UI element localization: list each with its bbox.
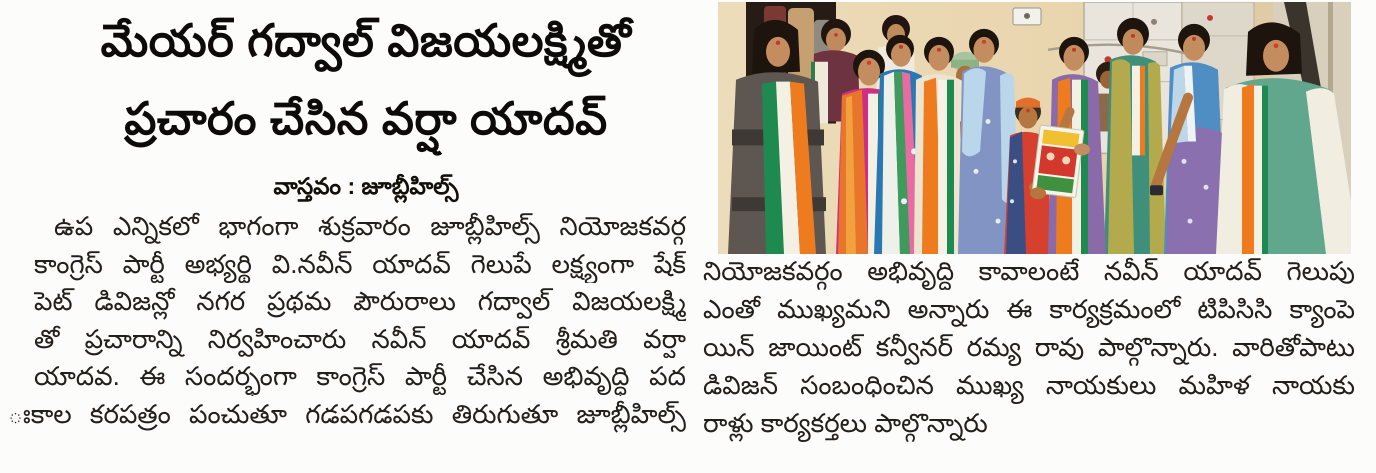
caption-line: నియోజకవర్గం అభివృద్ధి కావాలంటే నవీన్ యాదవ్ గెలుపు <box>703 256 1355 286</box>
campaign-pamphlet <box>1032 125 1084 198</box>
body-line: పెట్ డివిజన్లో నగర ప్రథమ పౌరురాలు గద్వాల్ విజయలక్ష్మి <box>34 286 686 316</box>
caption-line: యిన్ జాయింట్ కన్వీనర్ రమ్య రావు పాల్గొన్నారు. వారితోపాటు <box>703 332 1355 362</box>
body-line: ఃకాల కరపత్రం పంచుతూ గడపగడపకు తిరుగుతూ జూబ్లీహిల్స్ <box>8 398 686 429</box>
headline-line-1: మేయర్ గద్వాల్ విజయలక్ష్మితో <box>100 15 632 66</box>
caption-line: డివిజన్ సంబంధించిన ముఖ్య నాయకులు మహిళ నాయకు <box>703 370 1355 400</box>
body-line: కాంగ్రెస్ పార్టీ అభ్యర్థి వి.నవీన్ యాదవ్ గెలుపే లక్ష్యంగా షేక్ <box>34 248 686 279</box>
hand <box>1074 143 1090 155</box>
hand <box>1030 187 1046 199</box>
headline-line-2: ప్రచారం చేసిన వర్షా యాదవ్ <box>124 93 608 144</box>
body-line: తో ప్రచారాన్ని నిర్వహించారు నవీన్ యాదవ్ శ్రీమతి వర్షా <box>34 323 686 354</box>
campaign-photo-illustration <box>718 2 1351 254</box>
caption-line: రాళ్లు కార్యకర్తలు పాల్గొన్నారు <box>703 408 988 438</box>
smartwatch <box>1150 185 1163 195</box>
dateline: వాస్తవం : జూబ్లీహిల్స్ <box>273 173 459 199</box>
campaign-photo <box>718 2 1351 254</box>
body-line: యాదవ. ఈ సందర్భంగా కాంగ్రెస్ పార్టీ చేసిన అభివృద్ధి పద <box>34 361 686 391</box>
caption-line: ఎంతో ముఖ్యమని అన్నారు ఈ కార్యక్రమంలో టిపిసిసి క్యాంపె <box>703 294 1355 324</box>
photo-caption <box>703 252 1355 442</box>
body-line: ఉప ఎన్నికలో భాగంగా శుక్రవారం జూబ్లీహిల్స్ నియోజకవర్గ <box>54 211 686 241</box>
article-body <box>8 208 686 433</box>
wall-camera-box <box>1013 8 1041 25</box>
headline <box>42 2 690 158</box>
